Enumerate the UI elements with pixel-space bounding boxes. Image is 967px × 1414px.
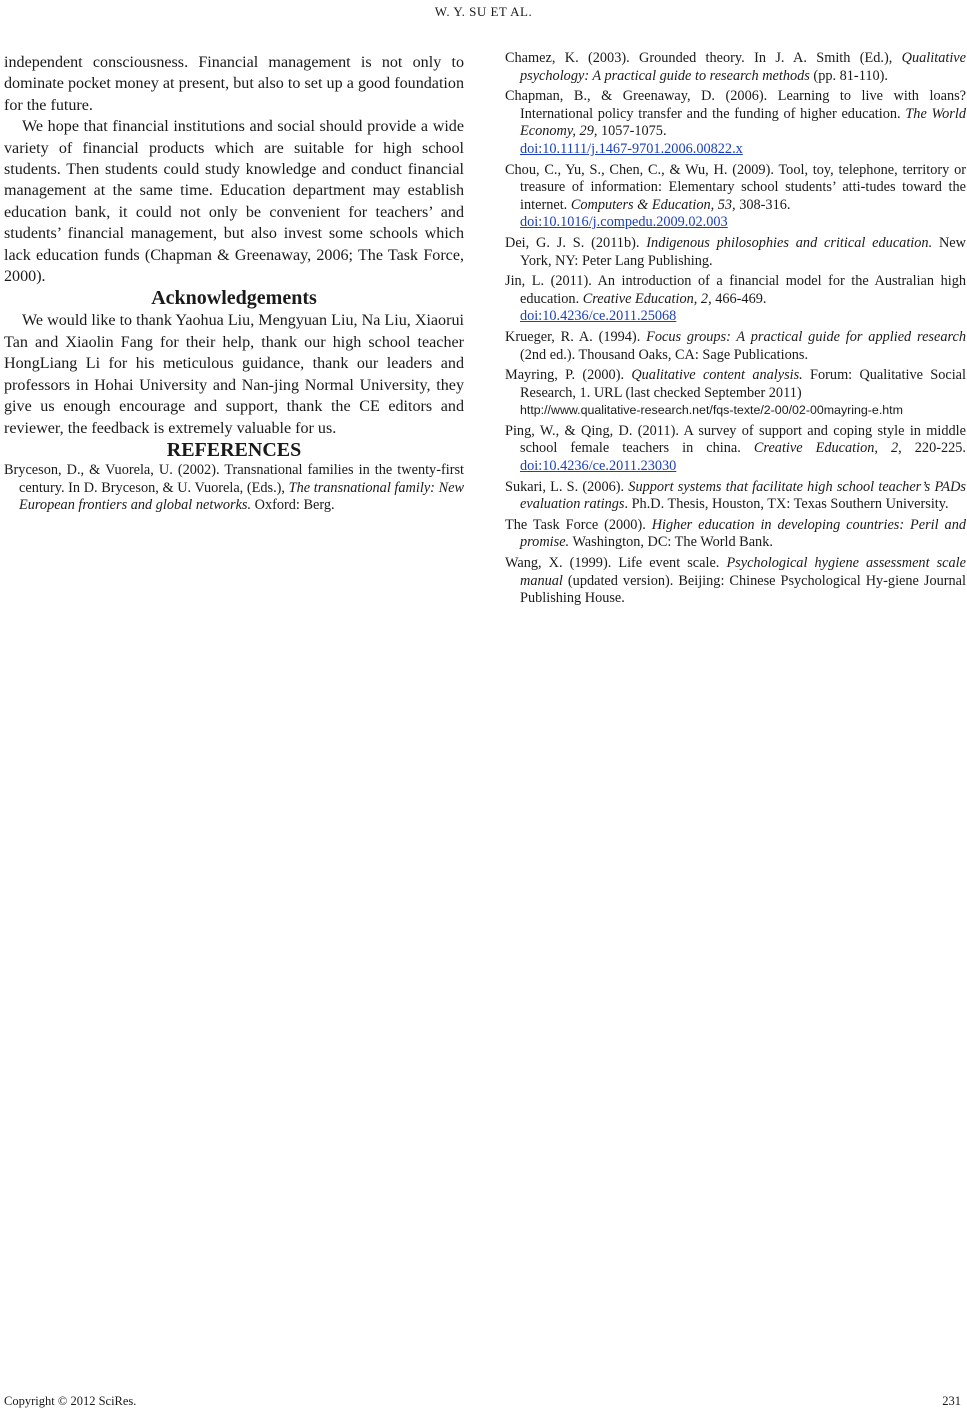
reference-item: Mayring, P. (2000). Qualitative content analysis. Forum: Qualitative Social Research, 1. URL (last checked September 2011) http://www.qualitative-research.net/fqs-texte/2-00/02-00mayring-e.htm (505, 367, 966, 418)
doi-link[interactable]: doi:10.1016/j.compedu.2009.02.003 (520, 214, 728, 231)
reference-item: Wang, X. (1999). Life event scale. Psychological hygiene assessment scale manual (updated version). Beijing: Chinese Psychological Hy-giene Journal Publishing House. (505, 555, 966, 607)
page-number: 231 (942, 1394, 961, 1408)
reference-item: Chapman, B., & Greenaway, D. (2006). Learning to live with loans? International policy transfer and the funding of higher education. The World Economy, 29, 1057-1075. doi:10.1111/j.1467-9701.2006.00822.x (505, 88, 966, 157)
reference-item: Sukari, L. S. (2006). Support systems that facilitate high school teacher’s PADs evaluation ratings. Ph.D. Thesis, Houston, TX: Texas Southern University. (505, 478, 966, 513)
doi-link[interactable]: doi:10.1111/j.1467-9701.2006.00822.x (520, 140, 743, 157)
body-paragraph: independent consciousness. Financial management is not only to dominate pocket money at present, but also to set up a good foundation for the future. (4, 54, 464, 114)
reference-item: Jin, L. (2011). An introduction of a financial model for the Australian high education. Creative Education, 2, 466-469. doi:10.4236/ce.2011.25068 (505, 273, 966, 325)
running-head: W. Y. SU ET AL. (434, 4, 533, 19)
reference-item: Chamez, K. (2003). Grounded theory. In J. A. Smith (Ed.), Qualitative psychology: A practical guide to research methods (pp. 81-110). (505, 50, 966, 84)
reference-url[interactable]: http://www.qualitative-research.net/fqs-texte/2-00/02-00mayring-e.htm (520, 403, 903, 418)
reference-item: Chou, C., Yu, S., Chen, C., & Wu, H. (2009). Tool, toy, telephone, territory or treasure of information: Elementary school students’ atti-tudes toward the internet. Computers & Education, 53, 308-316. doi:10.1016/j.compedu.2009.02.003 (505, 161, 966, 231)
reference-item: The Task Force (2000). Higher education in developing countries: Peril and promise. Washington, DC: The World Bank. (505, 516, 966, 551)
doi-link[interactable]: doi:10.4236/ce.2011.23030 (520, 458, 677, 475)
reference-item: Bryceson, D., & Vuorela, U. (2002). Transnational families in the twenty-first century. In D. Bryceson, & U. Vuorela, (Eds.), The transnational family: New European frontiers and global networks. Oxford: Berg. (4, 461, 464, 514)
references-heading: REFERENCES (166, 438, 302, 461)
acknowledgements-heading: Acknowledgements (151, 287, 317, 310)
reference-item: Krueger, R. A. (1994). Focus groups: A practical guide for applied research (2nd ed.). Thousand Oaks, CA: Sage Publications. (505, 328, 966, 363)
doi-link[interactable]: doi:10.4236/ce.2011.25068 (520, 308, 677, 325)
reference-item: Ping, W., & Qing, D. (2011). A survey of support and coping style in middle school female teachers in china. Creative Education, 2, 220-225. doi:10.4236/ce.2011.23030 (505, 422, 966, 475)
acknowledgements-text: We would like to thank Yaohua Liu, Mengyuan Liu, Na Liu, Xiaorui Tan and Xiaolin Fang for their help, thank our high school teacher HongLiang Li for his meticulous guidance, thank our leaders and professors in Hohai University and Nan-jing Normal University, they give us enough encourage and support, thank the CE editors and reviewer, the feedback is extremely valuable for us. (4, 312, 464, 437)
footer-copyright: Copyright © 2012 SciRes. (4, 1394, 137, 1408)
reference-item: Dei, G. J. S. (2011b). Indigenous philosophies and critical education. New York, NY: Peter Lang Publishing. (505, 234, 966, 269)
body-paragraph: We hope that financial institutions and social should provide a wide variety of financial products which are suitable for high school students. Then students could study knowledge and conduct financial management at the same time. Education department may establish education bank, it could not only be convenient for teachers’ and students’ financial management, but also invest some schools which lack education funds (Chapman & Greenaway, 2006; The Task Force, 2000). (4, 118, 464, 286)
right-column (505, 50, 966, 611)
left-column (4, 52, 464, 517)
